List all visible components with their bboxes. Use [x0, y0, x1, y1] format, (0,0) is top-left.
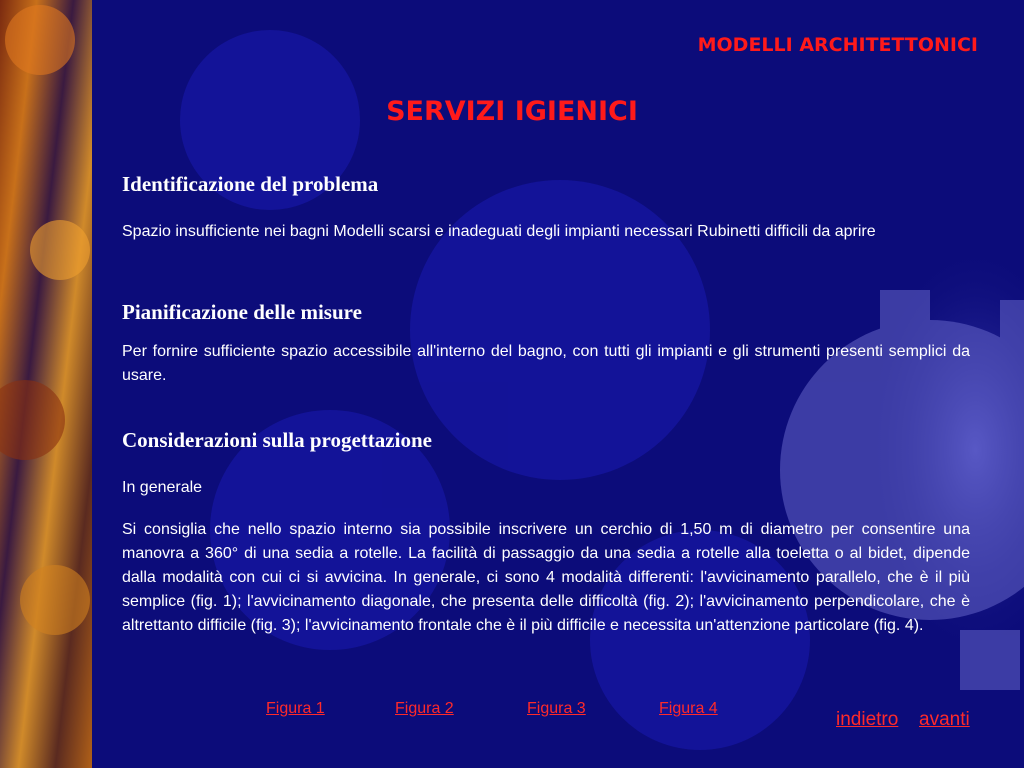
back-link[interactable]: indietro [836, 709, 899, 730]
heading-considerazioni: Considerazioni sulla progettazione [122, 428, 432, 452]
figura-4-link[interactable]: Figura 4 [659, 700, 718, 717]
text-considerazioni: Si consiglia che nello spazio interno sia possibile inscrivere un cerchio di 1,50 m di diametro per consentire una manovra a 360° di una sedia a rotelle. La facilità di passaggio da una sedia a rotelle alla toeletta o al bidet, dipende dalla modalità con cui ci si avvicina. In generale, ci sono 4 modalità differenti: l'avvicinamento parallelo, che è il più semplice (fig. 1); l'avvicinamento diagonale, che presenta delle difficoltà (fig. 2); l'avvicinamento perpendicolare, che è altrettanto difficile (fig. 3); l'avvicinamento frontale che è il più difficile e necessita un'attenzione particolare (fig. 4). [122, 521, 970, 634]
figura-3-link[interactable]: Figura 3 [527, 700, 586, 717]
figura-1-link[interactable]: Figura 1 [266, 700, 325, 717]
subheading-in-generale: In generale [122, 479, 203, 496]
section-header: MODELLI ARCHITETTONICI [697, 34, 978, 56]
text-pianificazione: Per fornire sufficiente spazio accessibile all'interno del bagno, con tutti gli impianti e gli strumenti presenti semplici da usare. [122, 343, 970, 384]
text-identificazione: Spazio insufficiente nei bagni Modelli scarsi e inadeguati degli impianti necessari Rubinetti difficili da aprire [122, 223, 876, 240]
next-link[interactable]: avanti [919, 709, 970, 730]
figura-2-link[interactable]: Figura 2 [395, 700, 454, 717]
heading-identificazione: Identificazione del problema [122, 172, 379, 196]
page-title: SERVIZI IGIENICI [386, 96, 638, 127]
heading-pianificazione: Pianificazione delle misure [122, 300, 362, 324]
